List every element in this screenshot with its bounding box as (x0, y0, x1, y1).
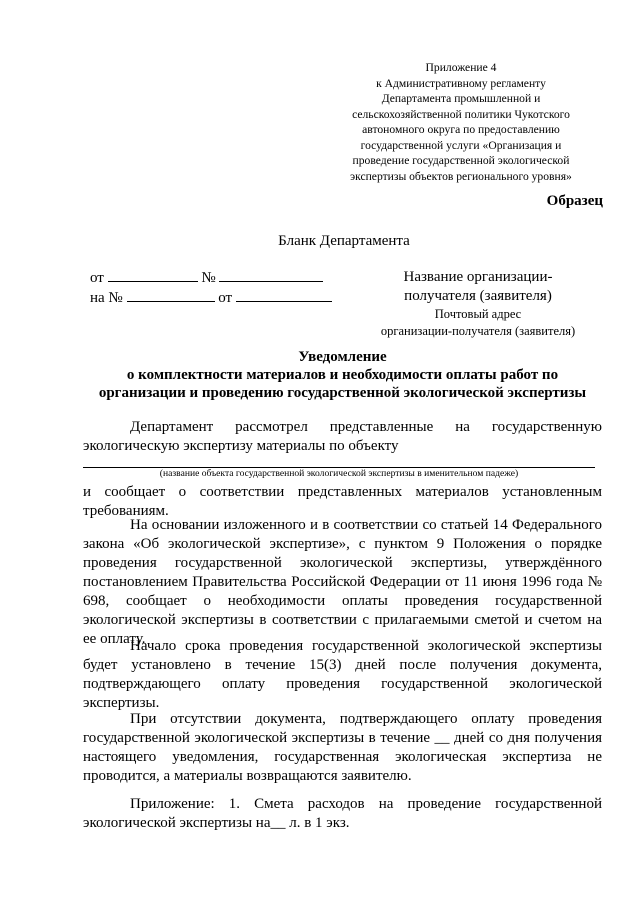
appendix-line: к Административному регламенту (376, 76, 546, 90)
recipient-address: организации-получателя (заявителя) (380, 324, 576, 338)
appendix-line: государственной услуги «Организация и (360, 138, 562, 152)
recipient-block (358, 268, 598, 340)
appendix-line: Приложение 4 (425, 61, 497, 74)
notice-title: Уведомление (298, 349, 387, 365)
notice-heading (83, 348, 602, 402)
recipient-name: Название организации- (403, 269, 553, 285)
notice-subtitle: о комплектности материалов и необходимости оплаты работ по (126, 367, 559, 383)
incoming-date-blank (236, 288, 332, 302)
appendix-block (318, 60, 604, 184)
appendix-line: сельскохозяйственной политики Чукотского (352, 107, 570, 121)
object-name-caption: (название объекта государственной экологической экспертизы в именительном падеже) (159, 468, 519, 479)
paragraph-basis: На основании изложенного и в соответствии со статьей 14 Федерального закона «Об экологической экспертизе», с пунктом 9 Положения о порядке проведения государственной экологической экспертизы, утверждённого постановлением Правительства Российской Федерации от 11 июня 1996 года № 698, сообщает о необходимости оплаты проведения государственной экологической экспертизы в соответствии с прилагаемыми сметой и счетом на ее оплату. (83, 517, 602, 647)
number-label: № (201, 270, 216, 286)
paragraph-term: Начало срока проведения государственной экологической экспертизы будет установлено в течение 15(3) дней после получения документа, подтверждающего оплату проведения государственной экологической экспертизы. (83, 638, 602, 711)
recipient-name: получателя (заявителя) (404, 288, 552, 304)
number-blank (219, 268, 323, 282)
appendix-line: Департамента промышленной и (381, 92, 541, 105)
letterhead-label: Бланк Департамента (278, 233, 410, 249)
sample-label: Образец (546, 193, 603, 209)
from-label: от (90, 270, 104, 286)
paragraph-intro-cont: и сообщает о соответствии представленных материалов установленным требованиям. (83, 484, 602, 519)
reference-fields (90, 268, 332, 308)
paragraph-absence: При отсутствии документа, подтверждающего оплату проведения государственной экологической экспертизы в течение __ дней со дня получения настоящего уведомления, государственная экологическая экспертиза не проводится, а материалы возвращаются заявителю. (83, 711, 602, 784)
paragraph-intro: Департамент рассмотрел представленные на государственную экологическую экспертизу материалы по объекту (83, 419, 602, 454)
from2-label: от (218, 290, 233, 306)
date-blank (108, 268, 198, 282)
appendix-line: экспертизы объектов регионального уровня» (350, 169, 572, 183)
appendix-line: проведение государственной экологической (352, 154, 570, 167)
appendix-line: автономного округа по предоставлению (362, 123, 560, 136)
to-number-label: на № (90, 290, 123, 306)
notice-subtitle: организации и проведению государственной экологической экспертизы (98, 385, 587, 401)
attachment-line: Приложение: 1. Смета расходов на проведение государственной экологической экспертизы на__ л. в 1 экз. (83, 796, 602, 831)
recipient-address: Почтовый адрес (434, 307, 522, 321)
incoming-number-blank (127, 288, 215, 302)
